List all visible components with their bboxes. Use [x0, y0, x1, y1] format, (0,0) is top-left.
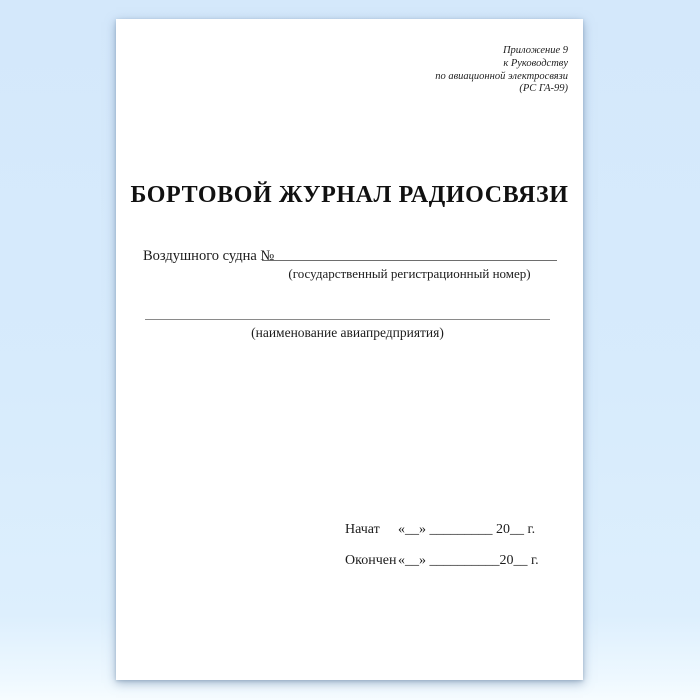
aircraft-number-caption: (государственный регистрационный номер): [288, 266, 531, 281]
enterprise-name-caption: (наименование авиапредприятия): [251, 325, 444, 340]
appendix-line: Приложение 9: [502, 45, 568, 56]
aircraft-number-blank-line: [262, 247, 557, 261]
start-date-label: Начат: [345, 522, 380, 537]
enterprise-name-blank-line: [145, 306, 550, 320]
appendix-note: [435, 45, 568, 96]
appendix-line: (РС ГА-99): [519, 83, 568, 95]
end-date-label: Окончен: [345, 553, 397, 568]
end-date-blank: «__» __________20__ г.: [398, 553, 539, 568]
document-title: БОРТОВОЙ ЖУРНАЛ РАДИОСВЯЗИ: [130, 182, 569, 208]
appendix-line: по авиационной электросвязи: [435, 70, 568, 82]
document-page: [116, 19, 583, 680]
aircraft-number-label: Воздушного судна №: [143, 248, 275, 264]
appendix-line: к Руководству: [503, 57, 568, 69]
start-date-blank: «__» _________ 20__ г.: [398, 522, 536, 537]
